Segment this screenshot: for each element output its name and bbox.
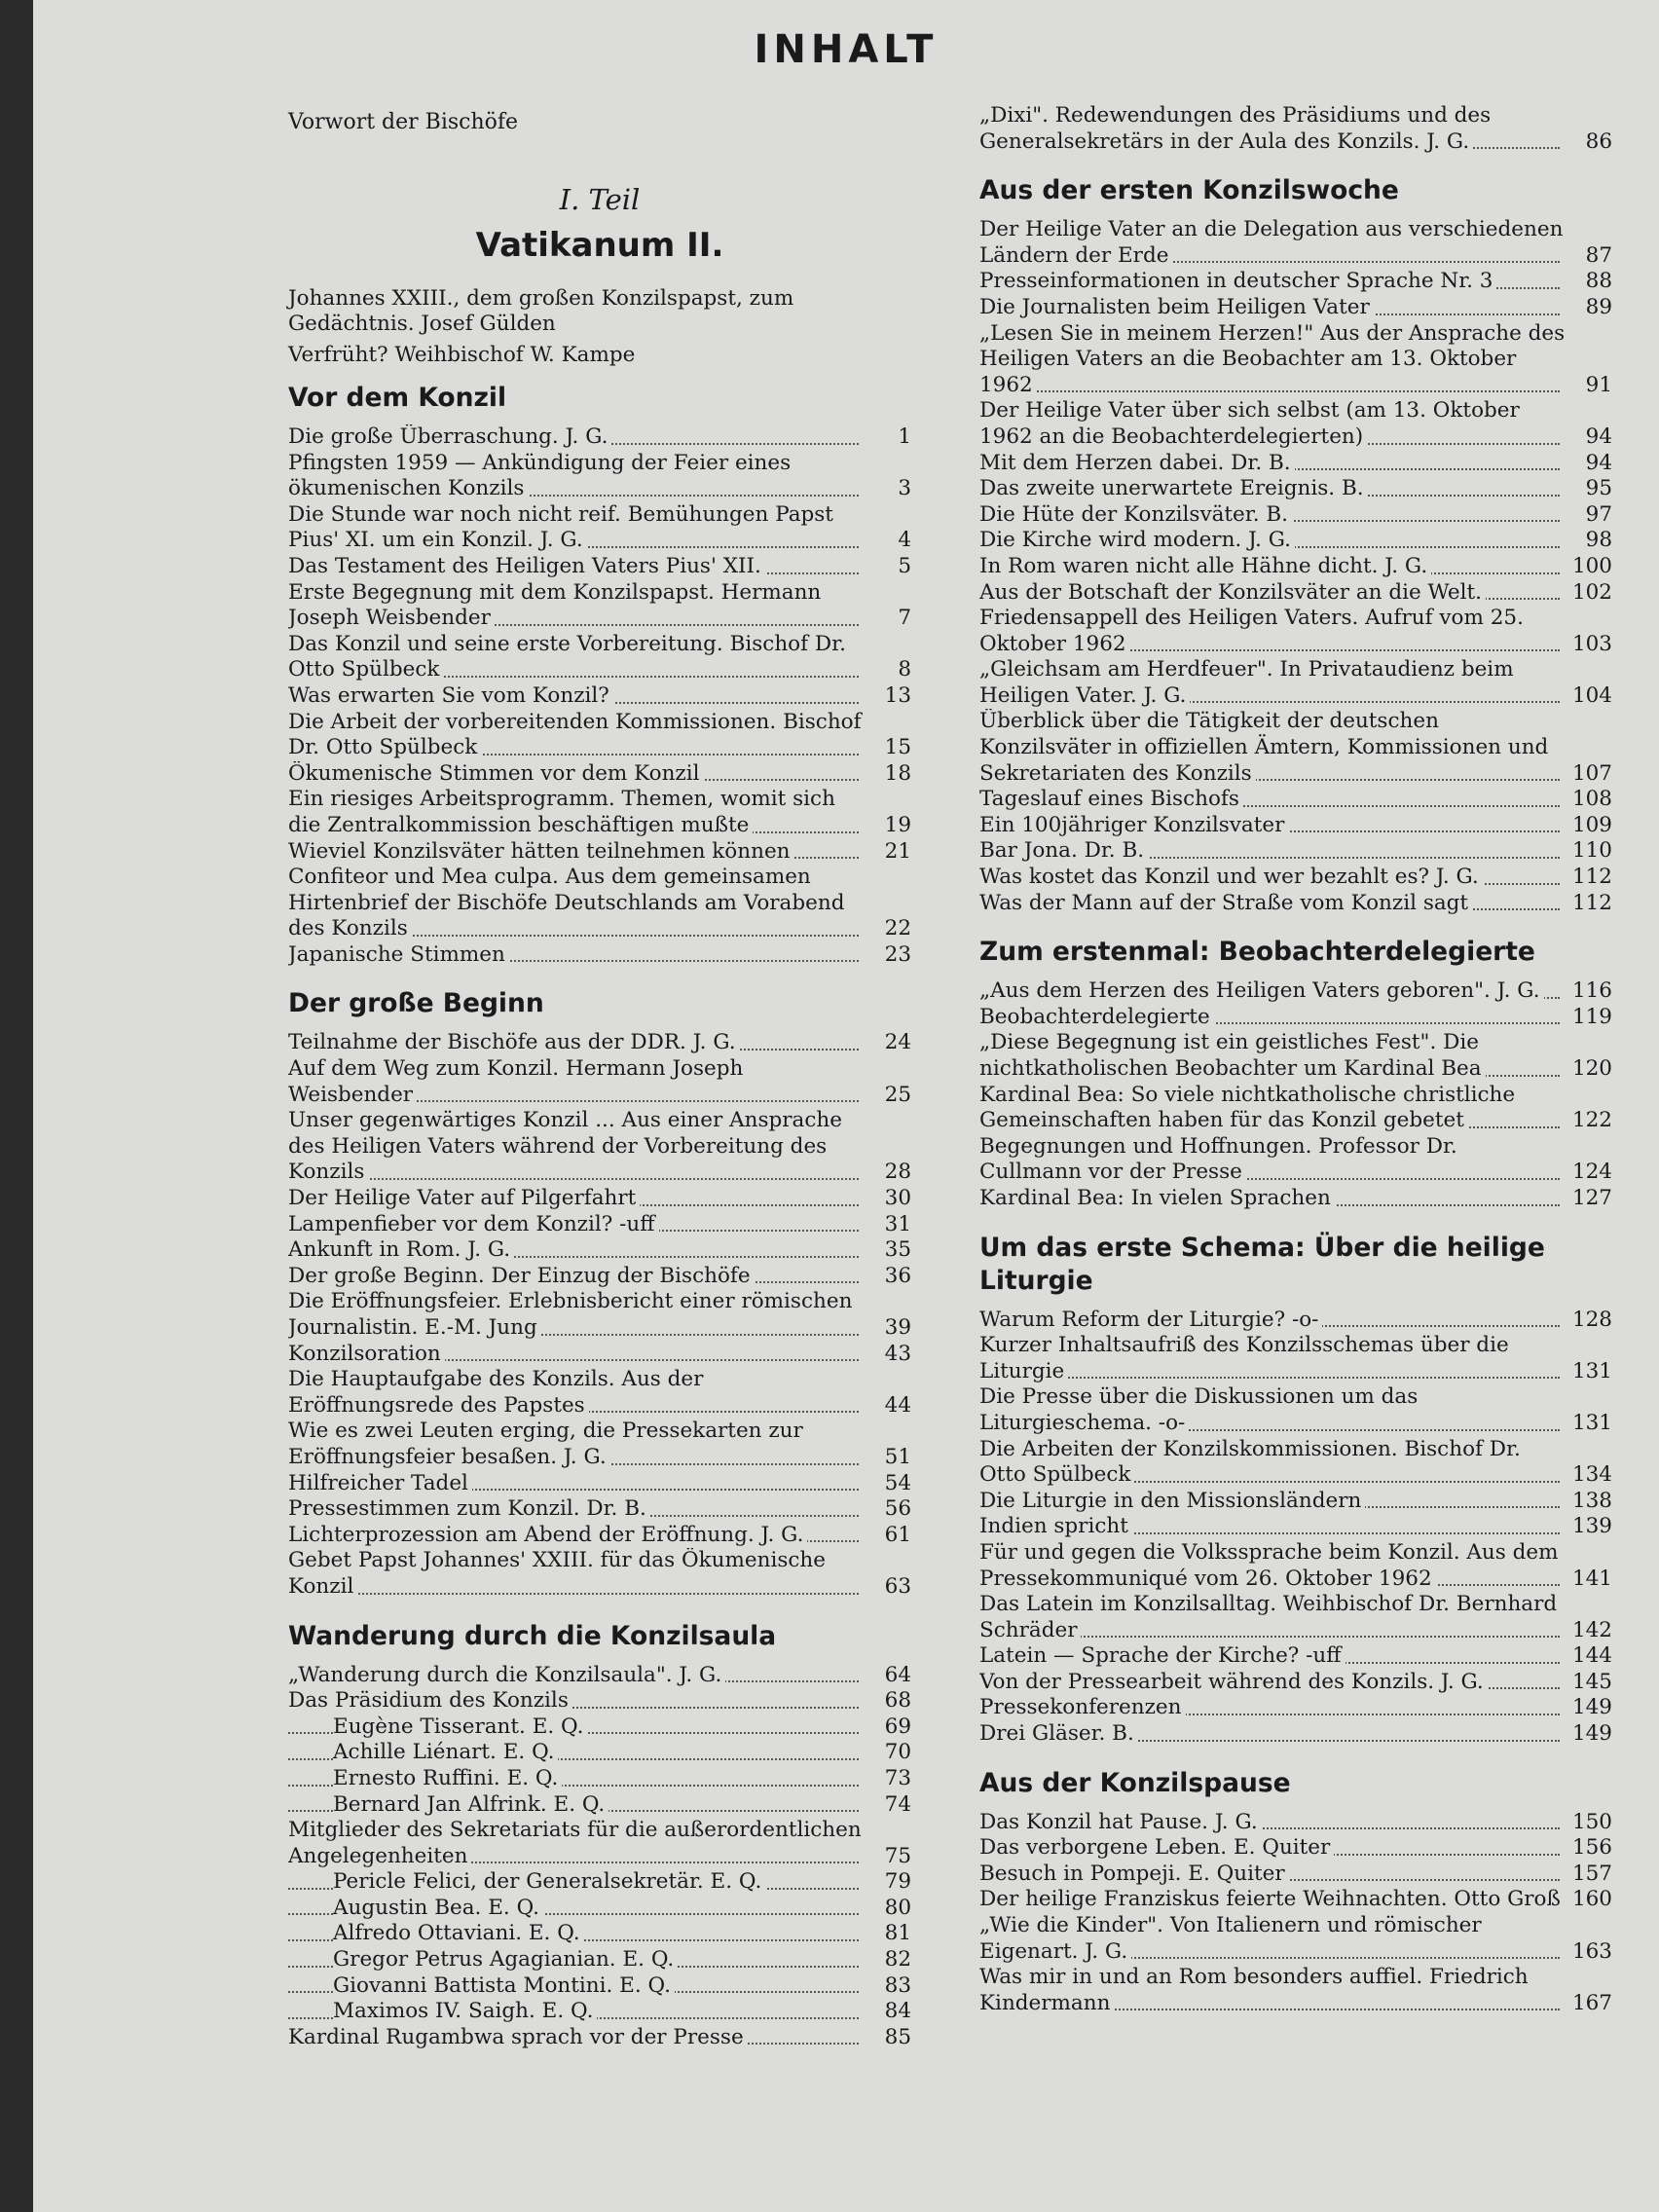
toc-entry <box>979 891 1612 917</box>
page-number: 21 <box>884 838 911 864</box>
page-number: 128 <box>1571 1307 1612 1332</box>
section-heading: Aus der Konzilspause <box>979 1767 1291 1798</box>
page-number: 23 <box>884 941 911 967</box>
entry-title: Was der Mann auf der Straße vom Konzil sagt <box>979 891 1472 915</box>
page-number: 39 <box>884 1315 911 1340</box>
page-number: 97 <box>1585 501 1612 527</box>
toc-entry <box>979 1514 1612 1540</box>
toc-entry <box>288 1896 911 1922</box>
toc-entry <box>288 1237 911 1264</box>
page-number: 95 <box>1585 476 1612 501</box>
toc-entry <box>979 398 1612 450</box>
entry-title: Erste Begegnung mit dem Konzilspapst. Hermann Joseph Weisbender <box>288 579 822 631</box>
page-number: 31 <box>884 1211 911 1236</box>
part-heading: I. Teil <box>559 183 641 216</box>
page-number: 138 <box>1571 1488 1612 1513</box>
page-number: 81 <box>884 1921 911 1946</box>
page-number: 79 <box>884 1869 911 1895</box>
page-number: 5 <box>898 553 911 578</box>
toc-entry <box>288 683 911 710</box>
toc-entry <box>979 1308 1612 1334</box>
toc-entry <box>979 1721 1612 1748</box>
entry-title: Confiteor und Mea culpa. Aus dem gemeinsamen Hirtenbrief der Bischöfe Deutschlands am Vorabend des Konzils <box>288 865 845 941</box>
toc-entry <box>979 606 1612 657</box>
page-number: 119 <box>1571 1004 1612 1029</box>
page-number: 139 <box>1571 1514 1612 1539</box>
entry-title: Überblick über die Tätigkeit der deutschen Konzilsväter in offiziellen Ämtern, Kommissionen und Sekretariaten des Konzils <box>979 709 1549 786</box>
page-number: 80 <box>884 1895 911 1920</box>
entry-title: Ernesto Ruffini. E. Q. <box>333 1766 562 1790</box>
page-number: 127 <box>1571 1185 1612 1210</box>
toc-entry <box>288 710 911 761</box>
entry-title: Die Liturgie in den Missionsländern <box>979 1489 1365 1513</box>
toc-entry <box>288 1108 911 1186</box>
toc-entry <box>979 1134 1612 1186</box>
document-page <box>33 0 1659 2212</box>
entry-title: Die Hauptaufgabe des Konzils. Aus der Eröffnungsrede des Papstes <box>288 1367 704 1418</box>
page-number: 74 <box>884 1791 911 1817</box>
page-number: 8 <box>898 657 911 682</box>
toc-entry <box>979 1913 1612 1965</box>
entry-title: Augustin Bea. E. Q. <box>333 1896 543 1920</box>
page-number: 1 <box>898 424 911 449</box>
page-number: 122 <box>1571 1108 1612 1133</box>
entry-title: Gregor Petrus Agagianian. E. Q. <box>333 1947 678 1972</box>
toc-entry <box>288 424 911 451</box>
entry-title: Von der Pressearbeit während des Konzils. J. G. <box>979 1670 1488 1694</box>
entry-title: Beobachterdelegierte <box>979 1005 1214 1029</box>
entry-title: „Wie die Kinder". Von Italienern und römischer Eigenart. J. G. <box>979 1913 1482 1964</box>
toc-entry <box>288 1471 911 1497</box>
page-number: 91 <box>1585 372 1612 397</box>
toc-entry <box>979 1643 1612 1670</box>
entry-title: Mit dem Herzen dabei. Dr. B. <box>979 451 1295 475</box>
entry-title: „Lesen Sie in meinem Herzen!" Aus der Ansprache des Heiligen Vaters an die Beobachter am 13. Oktober 1962 <box>979 320 1566 397</box>
page-number: 103 <box>1571 631 1612 656</box>
toc-entry <box>979 1186 1612 1212</box>
page-number: 89 <box>1585 294 1612 319</box>
entry-title: Pressestimmen zum Konzil. Dr. B. <box>288 1496 650 1521</box>
page-number: 88 <box>1585 269 1612 294</box>
entry-title: Pfingsten 1959 — Ankündigung der Feier eines ökumenischen Konzils <box>288 450 792 501</box>
toc-entry <box>288 1688 911 1714</box>
page-number: 35 <box>884 1237 911 1263</box>
toc-entry <box>288 1186 911 1212</box>
entry-title: Der Heilige Vater an die Delegation aus verschiedenen Ländern der Erde <box>979 217 1564 268</box>
toc-entry <box>288 554 911 580</box>
page-number: 25 <box>884 1082 911 1107</box>
entry-title: Kardinal Bea: So viele nichtkatholische christliche Gemeinschaften haben für das Konzil gebetet <box>979 1082 1516 1133</box>
entry-title: Die Journalisten beim Heiligen Vater <box>979 295 1374 319</box>
page-number: 110 <box>1571 838 1612 864</box>
page-number: 15 <box>884 735 911 760</box>
entry-title: Das Latein im Konzilsalltag. Weihbischof Dr. Bernhard Schräder <box>979 1592 1558 1642</box>
page-number: 131 <box>1571 1358 1612 1383</box>
page-number: 149 <box>1571 1695 1612 1720</box>
page-number: 120 <box>1571 1056 1612 1081</box>
entry-title: Die Arbeiten der Konzilskommissionen. Bischof Dr. Otto Spülbeck <box>979 1436 1521 1488</box>
entry-title: Was kostet das Konzil und wer bezahlt es? J. G. <box>979 865 1483 889</box>
page-number: 160 <box>1571 1887 1612 1912</box>
page-number: 131 <box>1571 1410 1612 1435</box>
entry-title: Die Eröffnungsfeier. Erlebnisbericht einer römischen Journalistin. E.-M. Jung <box>288 1289 853 1340</box>
page-number: 68 <box>884 1688 911 1714</box>
preface-entry: Vorwort der Bischöfe <box>288 110 519 134</box>
page-number: 104 <box>1571 682 1612 708</box>
right-column <box>979 103 1612 2016</box>
entry-title: Kardinal Bea: In vielen Sprachen <box>979 1186 1335 1210</box>
entry-title: Der Heilige Vater auf Pilgerfahrt <box>288 1186 640 1210</box>
entry-title: Presseinformationen in deutscher Sprache Nr. 3 <box>979 269 1496 293</box>
toc-entry <box>288 839 911 866</box>
entry-title: Unser gegenwärtiges Konzil ... Aus einer Ansprache des Heiligen Vaters während der Vorbereitung des Konzils <box>288 1108 842 1185</box>
page-number: 87 <box>1585 242 1612 268</box>
page-number: 19 <box>884 812 911 837</box>
section-heading: Um das erste Schema: Über die heilige Liturgie <box>979 1232 1545 1296</box>
page-number: 134 <box>1571 1462 1612 1488</box>
page-number: 18 <box>884 760 911 786</box>
toc-entry <box>288 761 911 788</box>
toc-entry <box>979 502 1612 529</box>
page-number: 22 <box>884 916 911 941</box>
right-sections <box>979 174 1612 2016</box>
page-number: 112 <box>1571 890 1612 915</box>
entry-title: Ankunft in Rom. J. G. <box>288 1237 514 1262</box>
entry-title: Die Kirche wird modern. J. G. <box>979 528 1295 552</box>
toc-entry <box>979 787 1612 813</box>
entry-title: Für und gegen die Volkssprache beim Konzil. Aus dem Pressekommuniqué vom 26. Oktober 1962 <box>979 1539 1559 1591</box>
toc-entry <box>288 1921 911 1947</box>
toc-entry <box>979 1333 1612 1384</box>
page-number: 43 <box>884 1341 911 1366</box>
toc-entry <box>288 1766 911 1792</box>
entry-title: Ein riesiges Arbeitsprogramm. Themen, womit sich die Zentralkommission beschäftigen mußte <box>288 787 835 837</box>
toc-entry <box>288 1999 911 2025</box>
entry-title: Was erwarten Sie vom Konzil? <box>288 683 613 708</box>
toc-entry <box>288 1056 911 1108</box>
page-number: 4 <box>898 528 911 553</box>
entry-title: Wieviel Konzilsväter hätten teilnehmen können <box>288 839 794 864</box>
toc-entry <box>979 1695 1612 1721</box>
toc-entry <box>979 1862 1612 1888</box>
section-heading: Zum erstenmal: Beobachterdelegierte <box>979 937 1535 968</box>
entry-title: Warum Reform der Liturgie? -o- <box>979 1308 1322 1332</box>
toc-entry <box>288 1818 911 1869</box>
toc-entry <box>288 502 911 554</box>
entry-title: Japanische Stimmen <box>288 942 509 967</box>
section-heading: Der große Beginn <box>288 988 544 1019</box>
page-number: 64 <box>884 1662 911 1687</box>
toc-entry <box>979 1030 1612 1082</box>
toc-entry <box>979 528 1612 554</box>
toc-entry <box>288 580 911 632</box>
entry-title: Besuch in Pompeji. E. Quiter <box>979 1862 1289 1886</box>
entry-title: Eugène Tisserant. E. Q. <box>333 1714 587 1739</box>
entry-title: Auf dem Weg zum Konzil. Hermann Joseph Weisbender <box>288 1056 744 1107</box>
toc-entry <box>979 813 1612 839</box>
toc-entry <box>979 451 1612 477</box>
toc-entry <box>288 1264 911 1290</box>
toc-entry <box>979 1083 1612 1134</box>
toc-entry <box>288 942 911 969</box>
page-number: 144 <box>1571 1643 1612 1669</box>
toc-entry <box>288 1289 911 1341</box>
page-number: 73 <box>884 1765 911 1790</box>
entry-title: Ein 100jähriger Konzilsvater <box>979 813 1288 837</box>
page-number: 7 <box>898 606 911 631</box>
page-number: 107 <box>1571 760 1612 786</box>
toc-entry <box>979 865 1612 891</box>
intro-entry: Verfrüht? Weihbischof W. Kampe <box>288 343 636 367</box>
toc-entry <box>288 1947 911 1973</box>
page-number: 167 <box>1571 1990 1612 2015</box>
entry-title: Der große Beginn. Der Einzug der Bischöfe <box>288 1264 755 1288</box>
entry-title: Indien spricht <box>979 1514 1132 1538</box>
page-number: 44 <box>884 1392 911 1418</box>
page-number: 94 <box>1585 424 1612 449</box>
page-number: 36 <box>884 1263 911 1288</box>
entry-title: Das Präsidium des Konzils <box>288 1688 572 1713</box>
section-heading: Aus der ersten Konzilswoche <box>979 175 1399 206</box>
entry-title: „Wanderung durch die Konzilsaula". J. G. <box>288 1663 725 1687</box>
toc-entry <box>979 476 1612 502</box>
toc-entry <box>288 1030 911 1056</box>
entry-title: Das verborgene Leben. E. Quiter <box>979 1835 1334 1860</box>
entry-title: „Diese Begegnung ist ein geistliches Fest". Die nichtkatholischen Beobachter um Kardinal Bea <box>979 1030 1486 1081</box>
page-number: 13 <box>884 682 911 708</box>
page-number: 124 <box>1571 1160 1612 1185</box>
volume-heading: Vatikanum II. <box>475 226 724 265</box>
toc-entry <box>979 978 1612 1005</box>
entry-title: Kardinal Rugambwa sprach vor der Presse <box>288 2025 748 2049</box>
entry-title: Drei Gläser. B. <box>979 1721 1138 1746</box>
page-number: 83 <box>884 1972 911 1998</box>
toc-entry <box>979 321 1612 399</box>
page-number: 61 <box>884 1522 911 1547</box>
page-number: 86 <box>1585 129 1612 154</box>
page-number: 116 <box>1571 978 1612 1004</box>
toc-entry <box>288 865 911 942</box>
toc-entry <box>979 1540 1612 1592</box>
page-number: 63 <box>884 1573 911 1599</box>
entry-title: Hilfreicher Tadel <box>288 1471 472 1495</box>
entry-title: Tageslauf eines Bischofs <box>979 787 1243 811</box>
toc-entry <box>979 1437 1612 1489</box>
section-heading: Vor dem Konzil <box>288 383 507 413</box>
left-sections <box>288 382 911 2050</box>
page-number: 145 <box>1571 1669 1612 1694</box>
entry-title: Achille Liénart. E. Q. <box>333 1740 558 1764</box>
page-number: 51 <box>884 1444 911 1469</box>
left-column <box>288 103 911 2050</box>
page-number: 149 <box>1571 1721 1612 1747</box>
entry-title: Lampenfieber vor dem Konzil? -uff <box>288 1212 659 1236</box>
page-number: 82 <box>884 1947 911 1972</box>
toc-entry <box>979 1810 1612 1836</box>
entry-title: Kurzer Inhaltsaufriß des Konzilsschemas über die Liturgie <box>979 1333 1509 1383</box>
entry-title: Teilnahme der Bischöfe aus der DDR. J. G. <box>288 1030 740 1054</box>
page-number: 94 <box>1585 450 1612 475</box>
page-number: 3 <box>898 476 911 501</box>
page-number: 102 <box>1571 579 1612 605</box>
page-number: 150 <box>1571 1809 1612 1834</box>
page-number: 163 <box>1571 1938 1612 1964</box>
toc-entry <box>979 269 1612 295</box>
page-number: 56 <box>884 1496 911 1522</box>
entry-title: Bernard Jan Alfrink. E. Q. <box>333 1792 608 1817</box>
toc-entry <box>979 1670 1612 1696</box>
toc-entry <box>288 1342 911 1368</box>
page-number: 141 <box>1571 1566 1612 1591</box>
entry-title: Maximos IV. Saigh. E. Q. <box>333 1999 597 2023</box>
toc-entry <box>979 657 1612 709</box>
toc-entry <box>288 1792 911 1819</box>
entry-title: Aus der Botschaft der Konzilsväter an die Welt. <box>979 580 1486 605</box>
toc-entry <box>979 217 1612 269</box>
page-number: 54 <box>884 1470 911 1495</box>
entry-title: Die Stunde war noch nicht reif. Bemühungen Papst Pius' XI. um ein Konzil. J. G. <box>288 501 833 553</box>
page-number: 69 <box>884 1714 911 1739</box>
toc-entry <box>979 838 1612 865</box>
toc-entry <box>288 1973 911 2000</box>
toc-entry <box>979 1835 1612 1862</box>
page-number: 84 <box>884 1999 911 2024</box>
entry-title: Pericle Felici, der Generalsekretär. E. Q. <box>333 1869 765 1894</box>
page-title: INHALT <box>754 27 939 72</box>
entry-title: „Dixi". Redewendungen des Präsidiums und des Generalsekretärs in der Aula des Konzils. J. G. <box>979 103 1492 154</box>
entry-title: Das Testament des Heiligen Vaters Pius' XII. <box>288 554 765 578</box>
entry-title: Die große Überraschung. J. G. <box>288 424 611 449</box>
page-number: 112 <box>1571 865 1612 890</box>
toc-entry <box>979 103 1612 155</box>
entry-title: Pressekonferenzen <box>979 1695 1186 1719</box>
entry-title: Mitglieder des Sekretariats für die außerordentlichen Angelegenheiten <box>288 1818 862 1868</box>
page-number: 24 <box>884 1030 911 1055</box>
page-number: 28 <box>884 1160 911 1185</box>
toc-entry <box>288 1212 911 1238</box>
toc-entry <box>288 1740 911 1766</box>
page-number: 30 <box>884 1186 911 1211</box>
page-number: 75 <box>884 1843 911 1868</box>
toc-entry <box>979 580 1612 607</box>
entry-title: „Aus dem Herzen des Heiligen Vaters geboren". J. G. <box>979 978 1544 1003</box>
entry-title: „Gleichsam am Herdfeuer". In Privataudienz beim Heiligen Vater. J. G. <box>979 657 1514 708</box>
page-number: 85 <box>884 2024 911 2049</box>
section-heading: Wanderung durch die Konzilsaula <box>288 1620 777 1651</box>
entry-title: Was mir in und an Rom besonders auffiel. Friedrich Kindermann <box>979 1965 1529 2015</box>
entry-title: Das Konzil und seine erste Vorbereitung. Bischof Dr. Otto Spülbeck <box>288 631 846 682</box>
toc-entry <box>979 295 1612 321</box>
entry-title: Giovanni Battista Montini. E. Q. <box>333 1973 675 1998</box>
toc-entry <box>979 709 1612 787</box>
entry-title: Konzilsoration <box>288 1342 445 1366</box>
page-number: 156 <box>1571 1835 1612 1861</box>
entry-title: In Rom waren nicht alle Hähne dicht. J. G. <box>979 554 1431 578</box>
toc-entry <box>288 1548 911 1600</box>
entry-title: Ökumenische Stimmen vor dem Konzil <box>288 761 704 786</box>
toc-entry <box>288 1419 911 1470</box>
entry-title: Die Hüte der Konzilsväter. B. <box>979 502 1292 527</box>
toc-entry <box>288 451 911 502</box>
toc-entry <box>979 1965 1612 2016</box>
toc-entry <box>288 2025 911 2051</box>
toc-entry <box>288 1663 911 1689</box>
page-number: 100 <box>1571 553 1612 578</box>
page-number: 108 <box>1571 787 1612 812</box>
toc-entry <box>979 1384 1612 1436</box>
toc-entry <box>288 1523 911 1549</box>
entry-title: Friedensappell des Heiligen Vaters. Aufruf vom 25. Oktober 1962 <box>979 606 1524 656</box>
toc-entry <box>288 1714 911 1741</box>
entry-title: Die Arbeit der vorbereitenden Kommissionen. Bischof Dr. Otto Spülbeck <box>288 709 862 760</box>
entry-title: Lichterprozession am Abend der Eröffnung. J. G. <box>288 1523 807 1547</box>
entry-title: Der heilige Franziskus feierte Weihnachten. Otto Groß <box>979 1887 1565 1911</box>
toc-entry <box>979 1887 1612 1913</box>
toc-entry <box>288 1496 911 1523</box>
toc-entry <box>288 1367 911 1419</box>
entry-title: Latein — Sprache der Kirche? -uff <box>979 1643 1346 1668</box>
toc-entry <box>979 1592 1612 1643</box>
intro-entry: Johannes XXIII., dem großen Konzilspapst, zum Gedächtnis. Josef Gülden <box>288 286 794 336</box>
page-number: 109 <box>1571 812 1612 837</box>
toc-entry <box>288 632 911 683</box>
toc-entry <box>288 787 911 838</box>
page-number: 70 <box>884 1740 911 1765</box>
toc-entry <box>979 1005 1612 1031</box>
entry-title: Der Heilige Vater über sich selbst (am 13. Oktober 1962 an die Beobachterdelegierten) <box>979 398 1520 449</box>
entry-title: Gebet Papst Johannes' XXIII. für das Ökumenische Konzil <box>288 1548 826 1599</box>
entry-title: Begegnungen und Hoffnungen. Professor Dr. Cullmann vor der Presse <box>979 1133 1457 1185</box>
toc-entry <box>288 1869 911 1896</box>
page-number: 157 <box>1571 1861 1612 1886</box>
entry-title: Das zweite unerwartete Ereignis. B. <box>979 476 1368 500</box>
page-number: 98 <box>1585 528 1612 553</box>
entry-title: Die Presse über die Diskussionen um das Liturgieschema. -o- <box>979 1384 1419 1435</box>
toc-entry <box>979 1489 1612 1515</box>
entry-title: Alfredo Ottaviani. E. Q. <box>333 1921 584 1945</box>
entry-title: Bar Jona. Dr. B. <box>979 838 1148 863</box>
toc-entry <box>979 554 1612 580</box>
entry-title: Das Konzil hat Pause. J. G. <box>979 1810 1262 1834</box>
page-number: 142 <box>1571 1617 1612 1642</box>
entry-title: Wie es zwei Leuten erging, die Pressekarten zur Eröffnungsfeier besaßen. J. G. <box>288 1419 803 1469</box>
